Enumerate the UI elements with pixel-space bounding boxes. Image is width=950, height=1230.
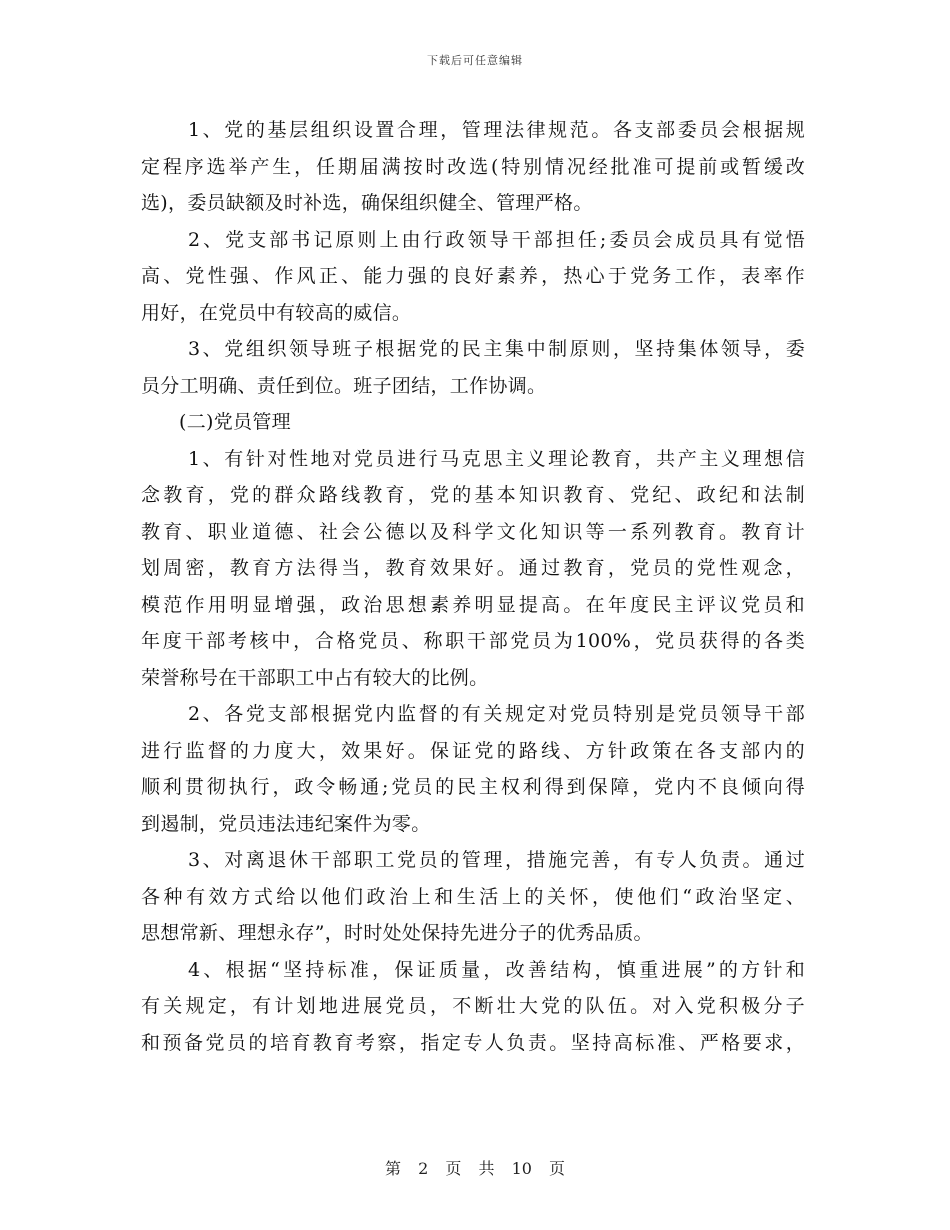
footer-suffix: 页 bbox=[549, 1159, 566, 1178]
body-line: 选)，委员缺额及时补选，确保组织健全、管理严格。 bbox=[141, 192, 593, 214]
body-line: 用好，在党员中有较高的威信。 bbox=[141, 301, 412, 324]
body-line: 4、根据“坚持标准，保证质量，改善结构，慎重进展”的方针和 bbox=[188, 958, 805, 981]
body-line: 顺利贯彻执行，政令畅通;党员的民主权利得到保障，党内不良倾向得 bbox=[141, 776, 805, 798]
body-line: 1、有针对性地对党员进行马克思主义理论教育，共产主义理想信 bbox=[188, 447, 805, 470]
current-page-number: 2 bbox=[418, 1159, 429, 1178]
body-line: 到遏制，党员违法违纪案件为零。 bbox=[141, 812, 431, 835]
body-line: 年度干部考核中，合格党员、称职干部党员为100%，党员获得的各类 bbox=[141, 630, 805, 652]
body-line: 有关规定，有计划地进展党员，不断壮大党的队伍。对入党积极分子 bbox=[141, 995, 805, 1017]
total-page-count: 10 bbox=[511, 1159, 532, 1178]
body-line: 2、各党支部根据党内监督的有关规定对党员特别是党员领导干部 bbox=[188, 703, 805, 725]
footer-prefix: 第 bbox=[384, 1159, 401, 1178]
body-line: 1、党的基层组织设置合理，管理法律规范。各支部委员会根据规 bbox=[188, 119, 805, 141]
body-line: 3、党组织领导班子根据党的民主集中制原则，坚持集体领导，委 bbox=[188, 338, 805, 360]
page-header: 下载后可任意编辑 bbox=[427, 54, 523, 67]
section-heading: (二)党员管理 bbox=[179, 411, 291, 433]
body-line: 思想常新、理想永存”，时时处处保持先进分子的优秀品质。 bbox=[141, 922, 653, 944]
body-line: 定程序选举产生，任期届满按时改选(特别情况经批准可提前或暂缓改 bbox=[141, 155, 805, 178]
body-line: 念教育，党的群众路线教育，党的基本知识教育、党纪、政纪和法制 bbox=[141, 484, 805, 506]
body-line: 模范作用明显增强，政治思想素养明显提高。在年度民主评议党员和 bbox=[141, 593, 805, 616]
body-line: 3、对离退休干部职工党员的管理，措施完善，有专人负责。通过 bbox=[188, 849, 805, 871]
body-line: 和预备党员的培育教育考察，指定专人负责。坚持高标准、严格要求， bbox=[141, 1031, 805, 1054]
body-line: 高、党性强、作风正、能力强的良好素养，热心于党务工作，表率作 bbox=[141, 265, 805, 287]
body-line: 员分工明确、责任到位。班子团结，工作协调。 bbox=[141, 374, 547, 397]
document-body bbox=[141, 112, 805, 1061]
body-line: 荣誉称号在干部职工中占有较大的比例。 bbox=[141, 666, 489, 689]
body-line: 教育、职业道德、社会公德以及科学文化知识等一系列教育。教育计 bbox=[141, 520, 805, 543]
body-line: 划周密，教育方法得当，教育效果好。通过教育，党员的党性观念， bbox=[141, 557, 805, 579]
body-line: 2、党支部书记原则上由行政领导干部担任;委员会成员具有觉悟 bbox=[188, 228, 805, 251]
page-footer bbox=[0, 1156, 950, 1179]
body-line: 各种有效方式给以他们政治上和生活上的关怀，使他们“政治坚定、 bbox=[141, 885, 805, 908]
footer-page-word: 页 bbox=[445, 1159, 462, 1178]
footer-total-prefix: 共 bbox=[478, 1159, 495, 1178]
body-line: 进行监督的力度大，效果好。保证党的路线、方针政策在各支部内的 bbox=[141, 739, 805, 762]
